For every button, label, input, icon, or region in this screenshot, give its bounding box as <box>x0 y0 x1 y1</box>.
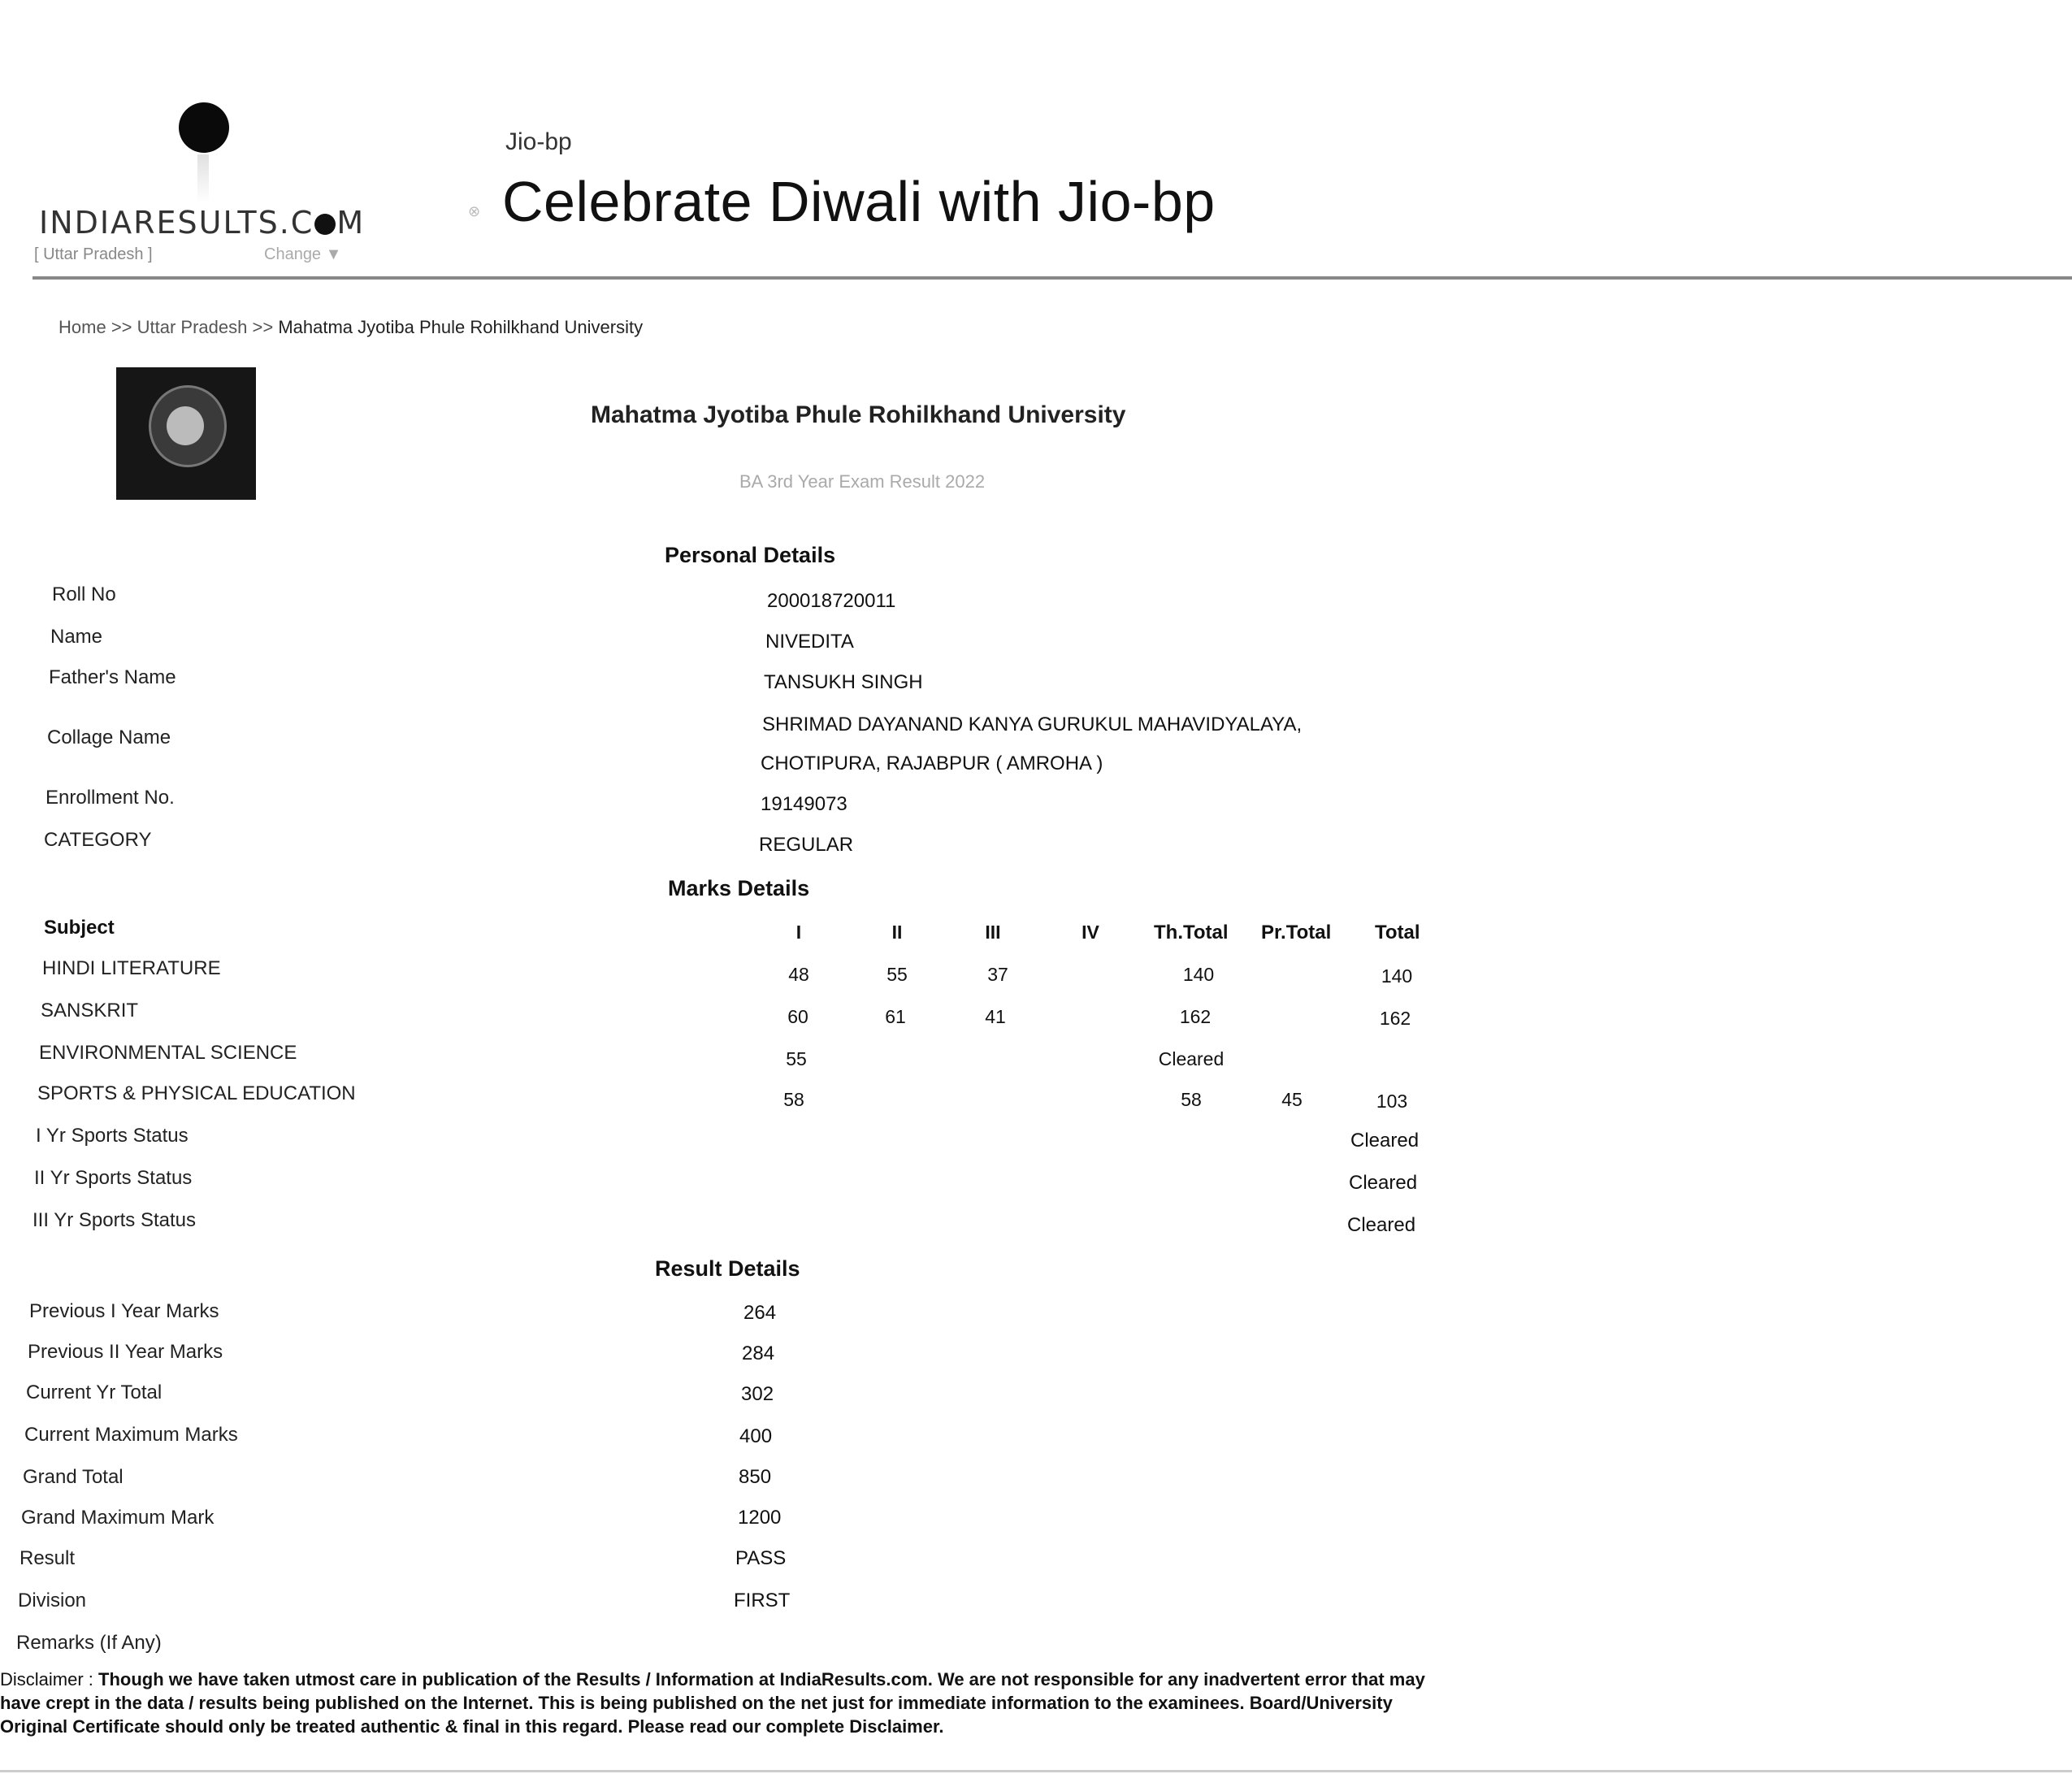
result-label: Current Maximum Marks <box>24 1424 238 1446</box>
personal-details-heading: Personal Details <box>665 543 836 567</box>
college-value-line1: SHRIMAD DAYANAND KANYA GURUKUL MAHAVIDYALAYA, <box>762 714 1303 735</box>
marks-total: 103 <box>1376 1091 1408 1112</box>
result-value: PASS <box>735 1547 787 1569</box>
college-value-line2: CHOTIPURA, RAJABPUR ( AMROHA ) <box>761 753 1103 774</box>
col-header-iv: IV <box>1082 922 1099 943</box>
footer-divider <box>0 1770 2072 1772</box>
marks-th-total: 58 <box>1181 1089 1202 1110</box>
father-label: Father's Name <box>49 666 176 688</box>
result-value: 302 <box>741 1383 774 1405</box>
logo-stem-decoration <box>197 154 209 203</box>
breadcrumb-university: Mahatma Jyotiba Phule Rohilkhand University <box>278 317 644 337</box>
col-header-ii: II <box>891 922 903 943</box>
col-header-i: I <box>795 922 802 943</box>
name-value: NIVEDITA <box>765 631 854 653</box>
marks-details-heading: Marks Details <box>668 876 810 900</box>
col-header-th-total: Th.Total <box>1154 922 1229 943</box>
disclaimer-link[interactable]: Disclaimer. <box>849 1716 944 1737</box>
result-label: Result <box>20 1547 76 1569</box>
breadcrumb <box>59 317 643 338</box>
result-label: Previous II Year Marks <box>28 1341 223 1363</box>
sports-status-label: I Yr Sports Status <box>36 1125 189 1147</box>
ad-close-icon[interactable]: ⊗ <box>468 203 481 219</box>
marks-total: 162 <box>1379 1008 1411 1029</box>
university-title: Mahatma Jyotiba Phule Rohilkhand University <box>591 401 1126 428</box>
result-label: Remarks (If Any) <box>16 1632 162 1654</box>
marks-total: 140 <box>1381 965 1413 987</box>
sports-status-value: Cleared <box>1347 1214 1416 1236</box>
marks-iii: 37 <box>987 964 1008 985</box>
exam-title: BA 3rd Year Exam Result 2022 <box>739 471 986 492</box>
marks-i: 58 <box>783 1089 804 1110</box>
subject-name: HINDI LITERATURE <box>42 957 221 979</box>
col-header-iii: III <box>985 922 1001 943</box>
site-logo[interactable] <box>39 205 365 241</box>
result-label: Previous I Year Marks <box>29 1300 219 1322</box>
brand-part-2: M <box>336 205 366 241</box>
disclaimer-text: Though we have taken utmost care in publication of the Results / Information at IndiaResults.com. We are not responsible for any inadvertent error that may have crept in the data / results being published on the Internet. This is being published on the net just for immediate information to the examinees. Board/University Original Certificate should only be treated authentic & final in this regard. Please read our complete <box>0 1669 1425 1737</box>
header-divider <box>33 276 2072 280</box>
result-value: 264 <box>743 1302 777 1324</box>
ad-sponsor[interactable]: Jio-bp <box>505 128 572 155</box>
sports-status-label: II Yr Sports Status <box>34 1167 193 1189</box>
college-label: Collage Name <box>47 727 171 748</box>
marks-ii: 61 <box>885 1006 906 1027</box>
result-value: FIRST <box>734 1590 791 1611</box>
disclaimer-prefix: Disclaimer : <box>0 1669 93 1689</box>
result-label: Grand Maximum Mark <box>21 1507 215 1529</box>
disclaimer <box>0 1668 1446 1738</box>
university-seal-icon <box>116 367 256 500</box>
result-value: 1200 <box>738 1507 782 1529</box>
result-value: 850 <box>739 1466 772 1488</box>
brand-o-dot-icon <box>314 214 336 235</box>
logo-mark-icon <box>179 102 229 153</box>
subject-name: SPORTS & PHYSICAL EDUCATION <box>37 1082 356 1104</box>
result-label: Division <box>18 1590 87 1611</box>
roll-label: Roll No <box>52 583 116 605</box>
col-header-subject: Subject <box>44 917 115 939</box>
result-details-heading: Result Details <box>655 1256 800 1281</box>
breadcrumb-sep: >> <box>111 317 132 337</box>
category-label: CATEGORY <box>44 829 152 851</box>
category-value: REGULAR <box>759 834 854 856</box>
result-value: 400 <box>739 1425 773 1447</box>
marks-i: 48 <box>788 964 809 985</box>
marks-iii: 41 <box>985 1006 1006 1027</box>
breadcrumb-sep: >> <box>252 317 274 337</box>
sports-status-label: III Yr Sports Status <box>33 1209 196 1231</box>
seal-emblem <box>167 406 204 445</box>
subject-name: SANSKRIT <box>41 1000 139 1021</box>
marks-pr-total: 45 <box>1281 1089 1303 1110</box>
marks-th-total: Cleared <box>1158 1048 1225 1069</box>
breadcrumb-state[interactable]: Uttar Pradesh <box>137 317 248 337</box>
col-header-total: Total <box>1375 922 1420 943</box>
marks-ii: 55 <box>886 964 908 985</box>
sports-status-value: Cleared <box>1349 1172 1418 1194</box>
roll-value: 200018720011 <box>767 590 896 612</box>
name-label: Name <box>50 626 103 648</box>
result-value: 284 <box>742 1342 775 1364</box>
enrollment-label: Enrollment No. <box>46 787 175 809</box>
marks-th-total: 140 <box>1182 964 1215 985</box>
marks-th-total: 162 <box>1179 1006 1212 1027</box>
result-label: Current Yr Total <box>26 1381 163 1403</box>
state-label: [ Uttar Pradesh ] <box>34 245 153 263</box>
marks-i: 55 <box>786 1048 807 1069</box>
sports-status-value: Cleared <box>1350 1130 1420 1152</box>
enrollment-value: 19149073 <box>761 793 847 815</box>
breadcrumb-home[interactable]: Home <box>59 317 106 337</box>
change-state-link[interactable]: Change ▼ <box>264 245 342 263</box>
col-header-pr-total: Pr.Total <box>1261 922 1332 943</box>
brand-part-1: INDIARESULTS.C <box>39 205 314 241</box>
father-value: TANSUKH SINGH <box>764 671 923 693</box>
subject-name: ENVIRONMENTAL SCIENCE <box>39 1042 297 1064</box>
marks-i: 60 <box>787 1006 808 1027</box>
ad-headline[interactable]: Celebrate Diwali with Jio-bp <box>502 170 1216 233</box>
result-label: Grand Total <box>23 1466 124 1488</box>
